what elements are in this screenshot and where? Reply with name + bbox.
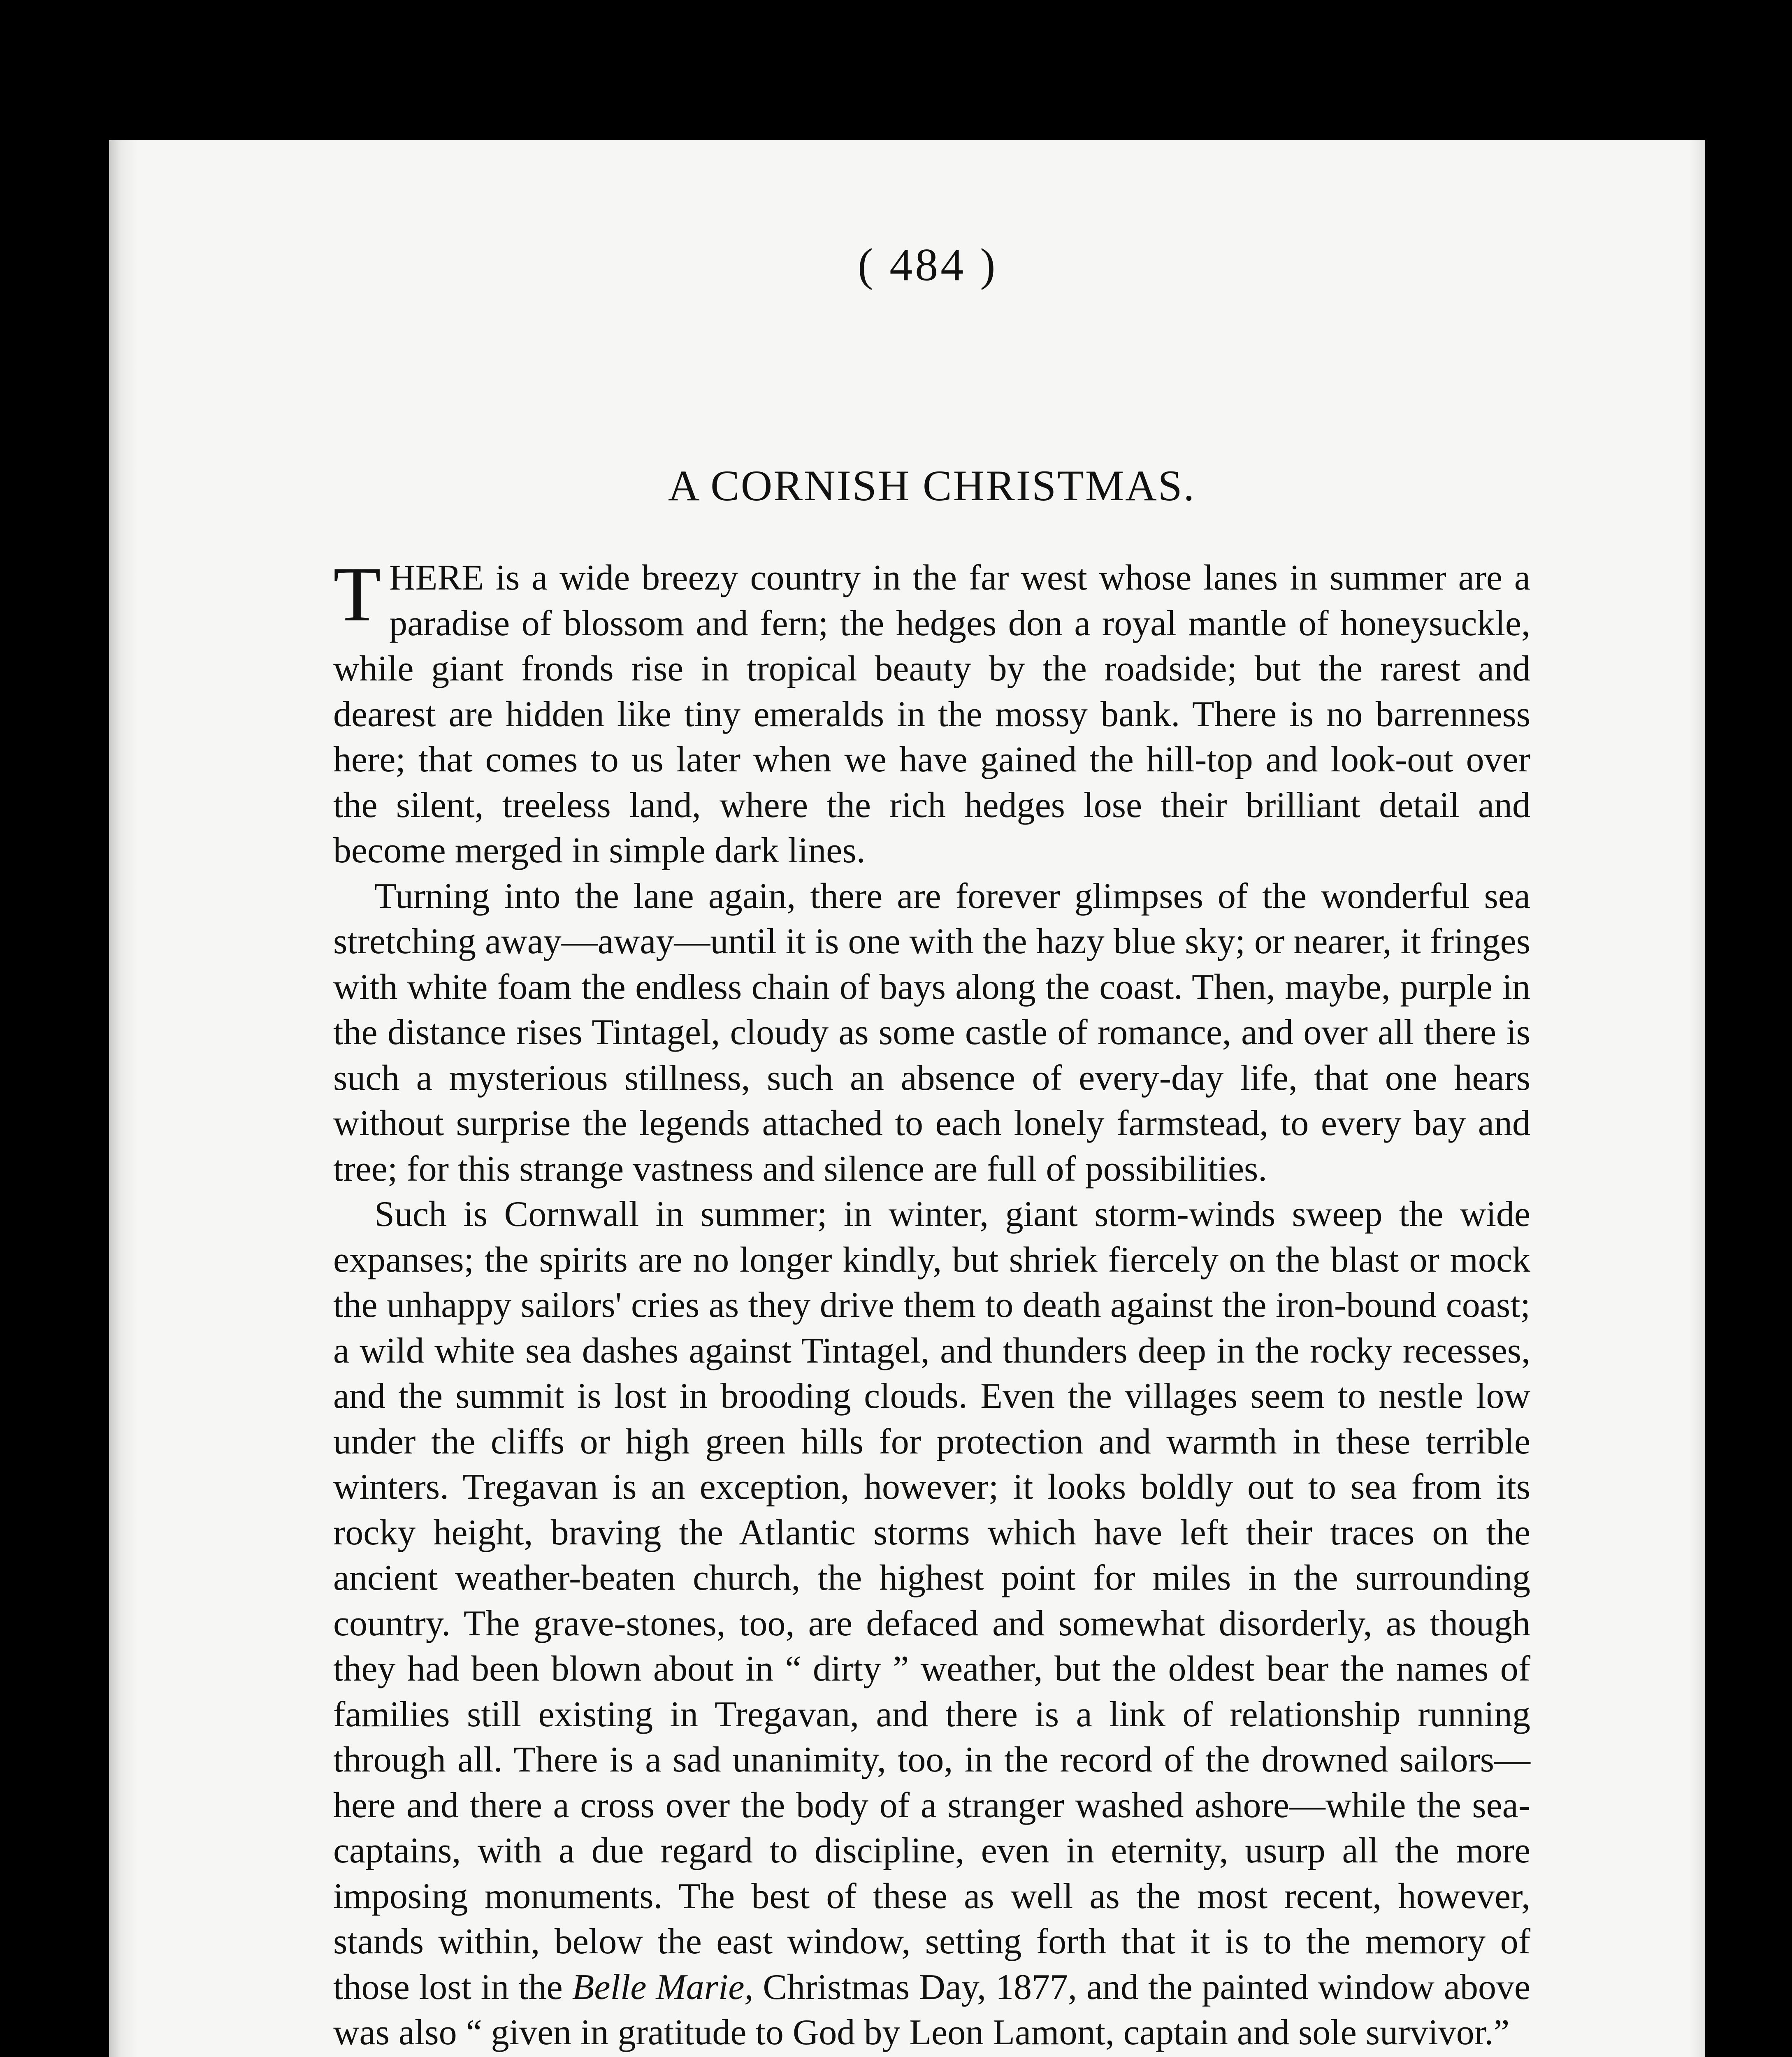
book-page bbox=[109, 140, 1705, 2057]
paragraph-4 bbox=[333, 2056, 1530, 2057]
paragraph-1-text: HERE is a wide breezy country in the far west whose lanes in summer are a paradise of blossom and fern; the hedges don a royal mantle of honeysuckle, while giant fronds rise in tropical beauty by the roadside; but the rarest and dearest are hidden like tiny emeralds in the mossy bank. There is no barrenness here; that comes to us later when we have gained the hill-top and look-out over the silent, treeless land, where the rich hedges lose their brilliant detail and become merged in simple dark lines. bbox=[333, 558, 1530, 871]
page-gutter-shadow bbox=[109, 140, 138, 2057]
ship-name: Belle Marie, bbox=[572, 1967, 754, 2007]
drop-cap: T bbox=[333, 551, 381, 638]
paragraph-3 bbox=[333, 1192, 1530, 2056]
page-edge-shadow bbox=[1689, 140, 1705, 2057]
article-body bbox=[333, 551, 1531, 2057]
paragraph-3-text-b: Christmas Day, 1877, and the painted window above was also “ given in gratitude to God by Leon Lamont, captain and sole survivor.” bbox=[333, 1967, 1531, 2052]
page-number: ( 484 ) bbox=[858, 239, 998, 290]
paragraph-2: Turning into the lane again, there are forever glimpses of the wonderful sea stretching away—away—until it is one with the hazy blue sky; or nearer, it fringes with white foam the endless chain of bays along the coast. Then, maybe, purple in the distance rises Tintagel, cloudy as some castle of romance, and over all there is such a mysterious stillness, such an absence of every-day life, that one hears without surprise the legends attached to each lonely farmstead, to every bay and tree; for this strange vastness and silence are full of possibilities. bbox=[333, 876, 1530, 1189]
paragraph-1 bbox=[333, 551, 1530, 874]
article-title: A CORNISH CHRISTMAS. bbox=[668, 462, 1196, 510]
paragraph-3-text-a: Such is Cornwall in summer; in winter, giant storm-winds sweep the wide expanses; the spirits are no longer kindly, but shriek fiercely on the blast or mock the unhappy sailors' cries as they drive them to death against the iron-bound coast; a wild white sea dashes against Tintagel, and thunders deep in the rocky recesses, and the summit is lost in brooding clouds. Even the villages seem to nestle low under the cliffs or high green hills for protection and warmth in these terrible winters. Tregavan is an exception, however; it looks boldly out to sea from its rocky height, braving the Atlantic storms which have left their traces on the ancient weather-beaten church, the highest point for miles in the surrounding country. The grave-stones, too, are defaced and somewhat disorderly, as though they had been blown about in “ dirty ” weather, but the oldest bear the names of families still existing in Tregavan, and there is a link of relationship running through all. There is a sad unanimity, too, in the record of the drowned sailors—here and there a cross over the body of a stranger washed ashore—while the sea-captains, with a due regard to discipline, even in eternity, usurp all the more imposing monuments. The best of these as well as the most recent, however, stands within, below the east window, setting forth that it is to the memory of those lost in the bbox=[333, 1194, 1530, 2007]
